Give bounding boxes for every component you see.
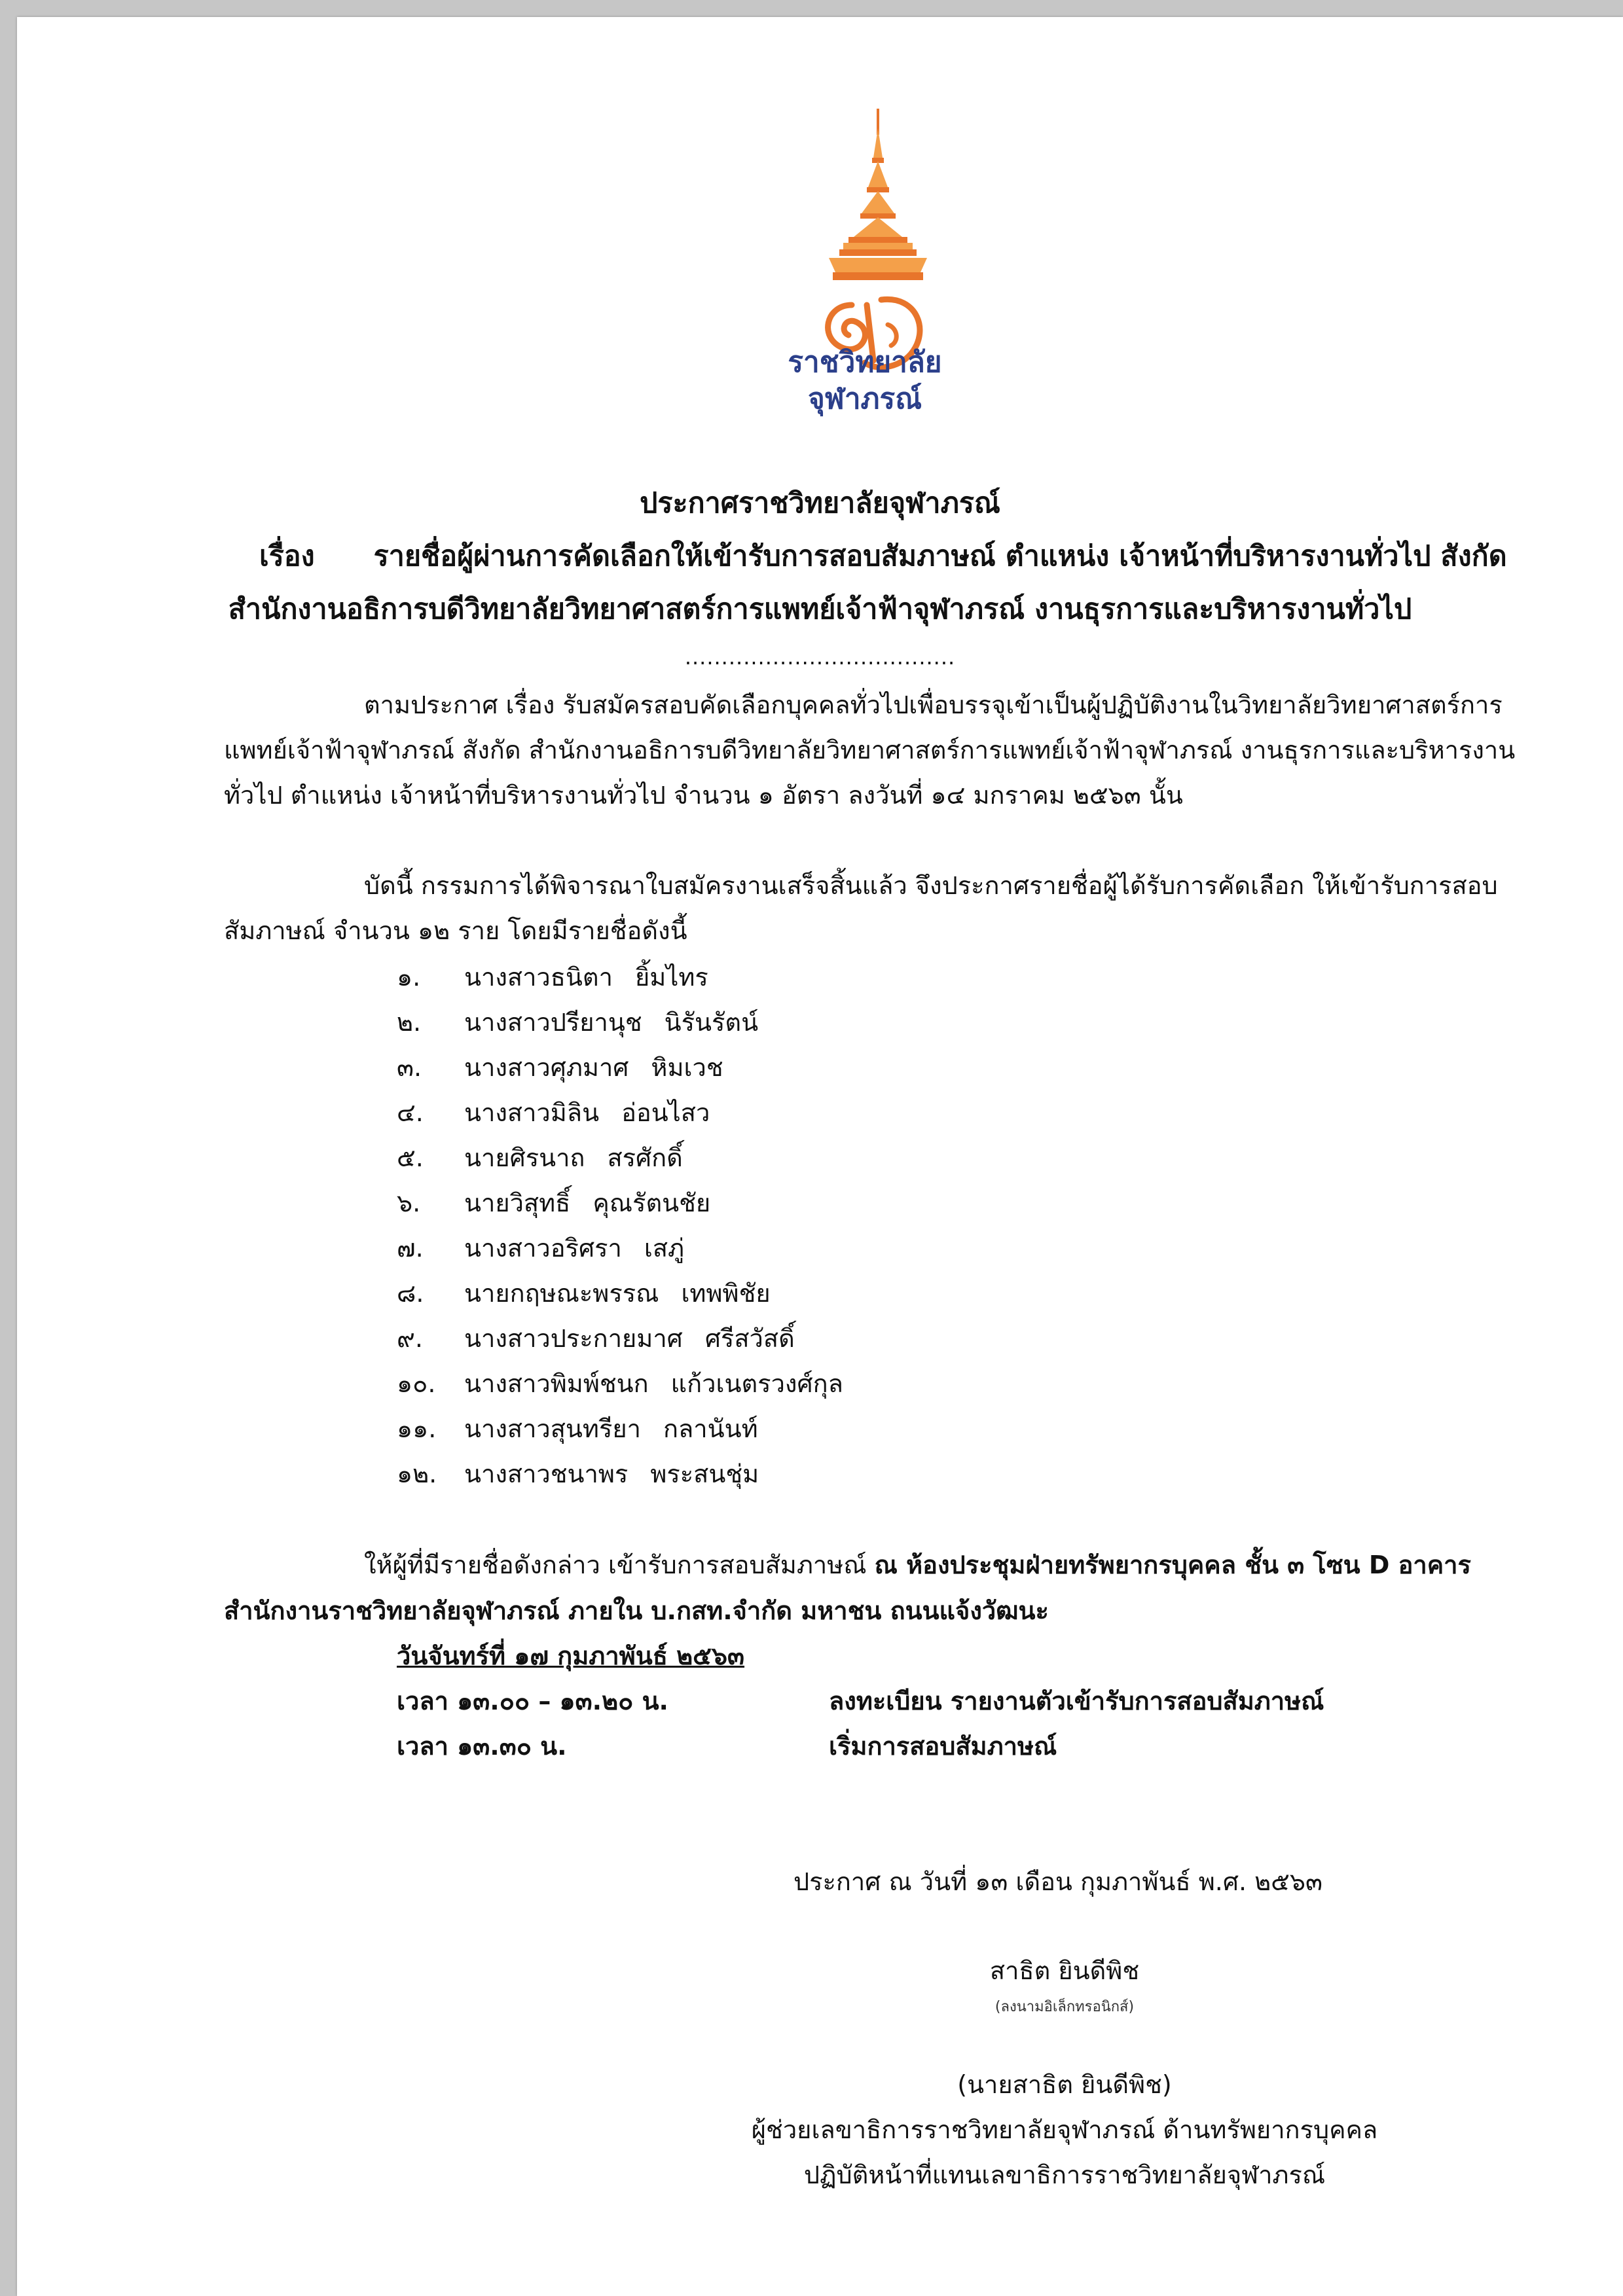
- candidate-last-name: ยิ้มไทร: [634, 963, 708, 992]
- list-item-name: [464, 1100, 710, 1125]
- candidate-first-name: นางสาวชนาพร: [464, 1460, 629, 1488]
- document-page: [17, 17, 1623, 2296]
- candidate-last-name: ศรีสวัสดิ์: [704, 1324, 795, 1353]
- logo-name-line-2: จุฬาภรณ์: [807, 382, 922, 416]
- list-item-number: ๑.: [397, 963, 421, 992]
- list-item-name: [464, 1055, 723, 1080]
- candidate-first-name: นางสาวศุภมาศ: [464, 1053, 629, 1082]
- schedule-time-1: เวลา ๑๓.๐๐ – ๑๓.๒๐ น.: [397, 1687, 668, 1715]
- signer-full-name: (นายสาธิต ยินดีพิช): [957, 2070, 1172, 2099]
- signer-position-2: ปฏิบัติหน้าที่แทนเลขาธิการราชวิทยาลัยจุฬาภรณ์: [803, 2161, 1326, 2189]
- candidate-last-name: เสภู่: [644, 1234, 685, 1263]
- list-item-name: [464, 1371, 843, 1396]
- para3-line-1: [364, 1552, 1471, 1577]
- schedule-time-2: เวลา ๑๓.๓๐ น.: [397, 1732, 567, 1761]
- list-item-number: ๔.: [397, 1098, 424, 1127]
- candidate-last-name: พระสนชุ่ม: [650, 1460, 759, 1488]
- candidate-last-name: คุณรัตนชัย: [593, 1189, 711, 1217]
- list-item-number: ๑๑.: [397, 1414, 437, 1443]
- list-item-number: ๒.: [397, 1008, 422, 1037]
- candidate-last-name: นิรันรัตน์: [664, 1008, 759, 1037]
- list-item-number: ๕.: [397, 1143, 424, 1172]
- candidate-first-name: นายศิรนาถ: [464, 1143, 585, 1172]
- logo-name-line-1: ราชวิทยาลัย: [788, 346, 942, 379]
- para1-line-1: ตามประกาศ เรื่อง รับสมัครสอบคัดเลือกบุคคลทั่วไปเพื่อบรรจุเข้าเป็นผู้ปฏิบัติงานในวิทยาลัยวิทยาศาสตร์การ: [364, 691, 1503, 719]
- list-item-name: [464, 1145, 683, 1170]
- candidate-last-name: เทพพิชัย: [681, 1279, 771, 1308]
- candidate-first-name: นางสาวอริศรา: [464, 1234, 622, 1263]
- list-item-number: ๓.: [397, 1053, 422, 1082]
- heading-divider: .....................................: [684, 645, 956, 670]
- candidate-last-name: สรศักดิ์: [607, 1143, 683, 1172]
- para1-line-3: ทั่วไป ตำแหน่ง เจ้าหน้าที่บริหารงานทั่วไป จำนวน ๑ อัตรา ลงวันที่ ๑๔ มกราคม ๒๕๖๓ นั้น: [224, 781, 1183, 810]
- list-item-name: [464, 1326, 795, 1351]
- para3-line-1-normal: ให้ผู้ที่มีรายชื่อดังกล่าว เข้ารับการสอบสัมภาษณ์: [364, 1551, 867, 1579]
- list-item-name: [464, 1462, 759, 1486]
- candidate-first-name: นางสาวธนิตา: [464, 963, 613, 992]
- list-item-number: ๘.: [397, 1279, 424, 1308]
- subject-text-1: รายชื่อผู้ผ่านการคัดเลือกให้เข้ารับการสอบสัมภาษณ์ ตำแหน่ง เจ้าหน้าที่บริหารงานทั่วไป สังกัด: [373, 540, 1507, 573]
- candidate-last-name: อ่อนไสว: [621, 1098, 710, 1127]
- list-item-number: ๗.: [397, 1234, 424, 1263]
- para3-line-1-bold: ณ ห้องประชุมฝ่ายทรัพยากรบุคคล ชั้น ๓ โซน D อาคาร: [874, 1551, 1471, 1579]
- interview-date: วันจันทร์ที่ ๑๗ กุมภาพันธ์ ๒๕๖๓: [397, 1641, 745, 1670]
- subject-label: เรื่อง: [259, 540, 315, 573]
- candidate-last-name: กลานันท์: [663, 1414, 758, 1443]
- candidate-first-name: นายวิสุทธิ์: [464, 1189, 571, 1217]
- schedule-activity-2: เริ่มการสอบสัมภาษณ์: [829, 1732, 1057, 1761]
- list-item-name: [464, 1281, 771, 1306]
- list-item-name: [464, 1416, 758, 1441]
- signer-position-1: ผู้ช่วยเลขาธิการราชวิทยาลัยจุฬาภรณ์ ด้านทรัพยากรบุคคล: [751, 2115, 1378, 2144]
- candidate-first-name: นางสาวประกายมาศ: [464, 1324, 683, 1353]
- para3-line-2: สำนักงานราชวิทยาลัยจุฬาภรณ์ ภายใน บ.กสท.จำกัด มหาชน ถนนแจ้งวัฒนะ: [224, 1596, 1049, 1625]
- candidate-first-name: นายกฤษณะพรรณ: [464, 1279, 659, 1308]
- announcement-date: ประกาศ ณ วันที่ ๑๓ เดือน กุมภาพันธ์ พ.ศ. ๒๕๖๓: [793, 1867, 1323, 1896]
- candidate-first-name: นางสาวมิลิน: [464, 1098, 600, 1127]
- list-item-number: ๖.: [397, 1189, 421, 1217]
- para2-line-1: บัดนี้ กรรมการได้พิจารณาใบสมัครงานเสร็จสิ้นแล้ว จึงประกาศรายชื่อผู้ได้รับการคัดเลือก ให้เข้ารับการสอบ: [364, 871, 1498, 900]
- subject-line-2: สำนักงานอธิการบดีวิทยาลัยวิทยาศาสตร์การแพทย์เจ้าฟ้าจุฬาภรณ์ งานธุรการและบริหารงานทั่วไป: [228, 593, 1412, 626]
- para2-line-2: สัมภาษณ์ จำนวน ๑๒ ราย โดยมีรายชื่อดังนี้: [224, 916, 687, 945]
- list-item-name: [464, 1191, 710, 1215]
- list-item-name: [464, 1236, 684, 1261]
- candidate-last-name: แก้วเนตรวงศ์กุล: [670, 1369, 843, 1398]
- list-item-number: ๑๒.: [397, 1460, 437, 1488]
- list-item-number: ๑๐.: [397, 1369, 436, 1398]
- signer-name: สาธิต ยินดีพิช: [989, 1956, 1140, 1985]
- para1-line-2: แพทย์เจ้าฟ้าจุฬาภรณ์ สังกัด สำนักงานอธิการบดีวิทยาลัยวิทยาศาสตร์การแพทย์เจ้าฟ้าจุฬาภรณ์ งานธุรการและบริหารงาน: [224, 736, 1516, 764]
- list-item-name: [464, 965, 708, 990]
- list-item-number: ๙.: [397, 1324, 423, 1353]
- announcement-title: ประกาศราชวิทยาลัยจุฬาภรณ์: [640, 487, 1000, 520]
- subject-line-1: [259, 540, 1507, 573]
- candidate-last-name: หิมเวช: [651, 1053, 723, 1082]
- list-item-name: [464, 1010, 758, 1035]
- candidate-first-name: นางสาวพิมพ์ชนก: [464, 1369, 649, 1398]
- candidate-first-name: นางสาวปรียานุช: [464, 1008, 642, 1037]
- e-signature-note: (ลงนามอิเล็กทรอนิกส์): [994, 1999, 1135, 2015]
- schedule-activity-1: ลงทะเบียน รายงานตัวเข้ารับการสอบสัมภาษณ์: [829, 1687, 1324, 1715]
- candidate-first-name: นางสาวสุนทรียา: [464, 1414, 641, 1443]
